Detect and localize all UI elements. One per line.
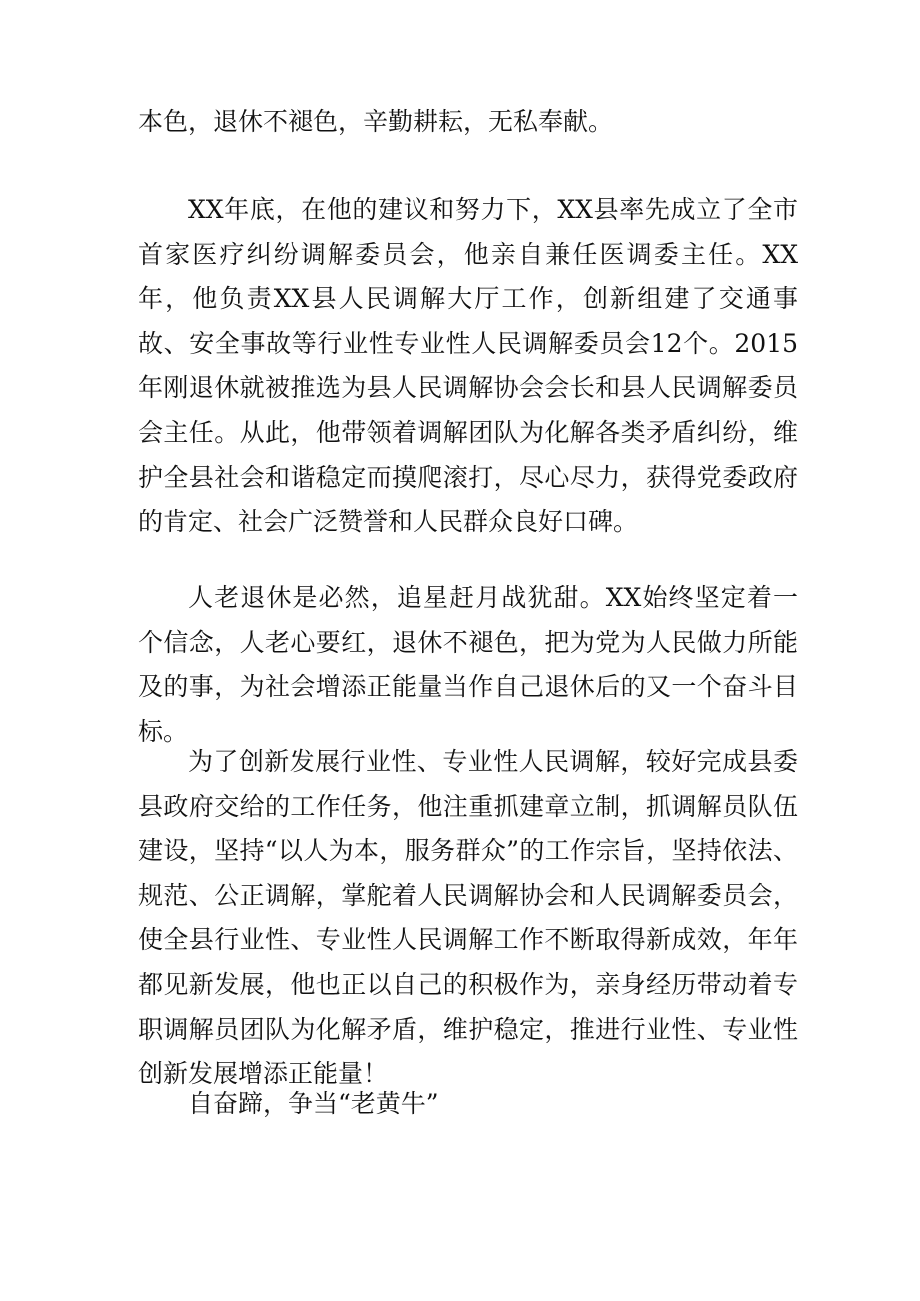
paragraph-medical-dispute-committee: XX年底，在他的建议和努力下，XX县率先成立了全市首家医疗纠纷调解委员会，他亲自兼任医调委主任。XX年，他负责XX县人民调解大厅工作，创新组建了交通事故、安全事故等行业性专业性人民调解委员会12个。2015年刚退休就被推选为县人民调解协会会长和县人民调解委员会主任。从此，他带领着调解团队为化解各类矛盾纠纷，维护全县社会和谐稳定而摸爬滚打，尽心尽力，获得党委政府的肯定、社会广泛赞誉和人民群众良好口碑。 [138,195,798,537]
paragraph-continuation: 本色，退休不褪色，辛勤耕耘，无私奉献。 [138,107,614,136]
paragraph-retirement-belief: 人老退休是必然，追星赶月战犹甜。XX始终坚定着一个信念，人老心要红，退休不褪色，把为党为人民做力所能及的事，为社会增添正能量当作自己退休后的又一个奋斗目标。 [138,583,798,746]
paragraph-innovation-development: 为了创新发展行业性、专业性人民调解，较好完成县委县政府交给的工作任务，他注重抓建章立制，抓调解员队伍建设，坚持“以人为本，服务群众”的工作宗旨，坚持依法、规范、公正调解，掌舵着人民调解协会和人民调解委员会，使全县行业性、专业性人民调解工作不断取得新成效，年年都见新发展，他也正以自己的积极作为，亲身经历带动着专职调解员团队为化解矛盾，维护稳定，推进行业性、专业性创新发展增添正能量！ [138,747,798,1089]
section-heading-old-ox: 自奋蹄，争当“老黄牛” [188,1089,439,1118]
